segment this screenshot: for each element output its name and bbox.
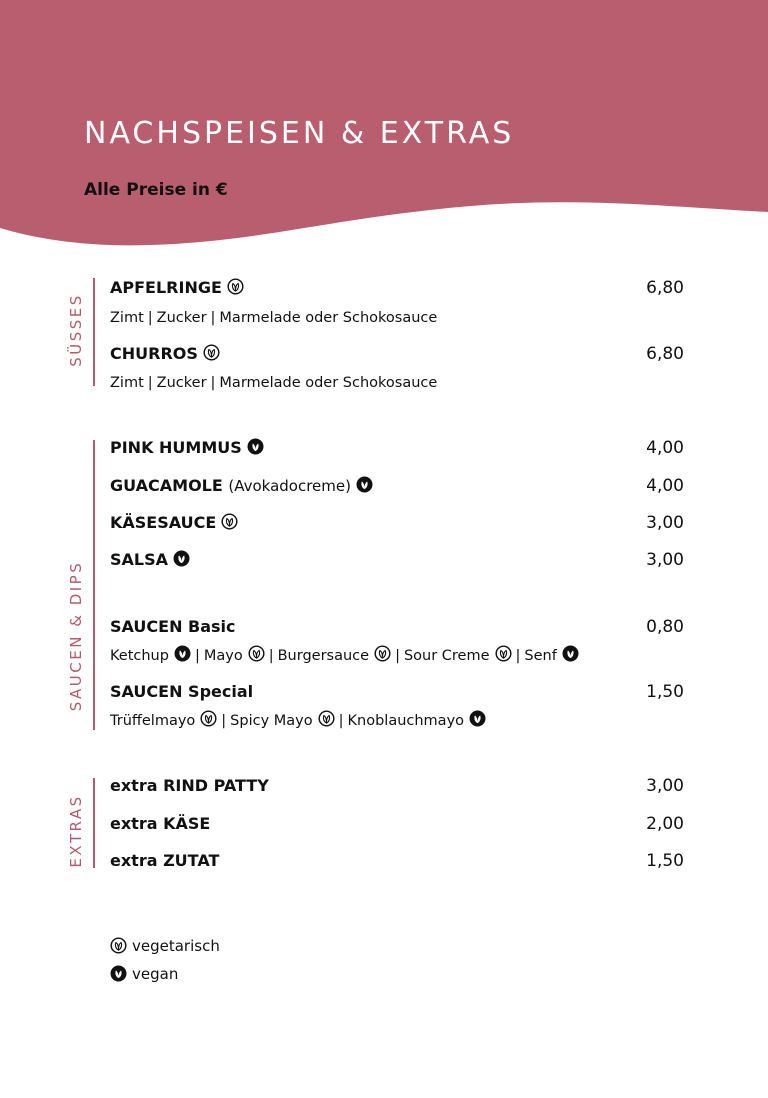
sauce-option: Burgersauce xyxy=(277,648,370,664)
item-description: Zimt | Zucker | Marmelade oder Schokosauce xyxy=(110,375,438,391)
vegetarian-icon xyxy=(200,710,217,727)
sauce-option: Mayo xyxy=(203,648,243,664)
item-price: 4,00 xyxy=(646,438,684,458)
section-suesses xyxy=(0,276,768,396)
item-note: (Avokadocreme) xyxy=(228,477,351,495)
section-label-saucen-dips: SAUCEN & DIPS xyxy=(67,560,85,712)
menu-item-extra-zutat xyxy=(110,849,684,875)
item-price: 3,00 xyxy=(646,513,684,533)
item-name: extra KÄSE xyxy=(110,814,211,833)
item-price: 2,00 xyxy=(646,814,684,834)
menu-item-saucen-basic xyxy=(110,615,684,641)
vegetarian-icon xyxy=(227,278,244,295)
item-name: PINK HUMMUS xyxy=(110,438,242,457)
sauce-option: Sour Creme xyxy=(403,648,490,664)
sauce-option: Trüffelmayo xyxy=(110,713,196,729)
legend-vegan xyxy=(110,964,178,984)
item-name: SAUCEN Basic xyxy=(110,617,236,636)
sauce-option: Spicy Mayo xyxy=(230,713,313,729)
sauce-option: Senf xyxy=(524,648,557,664)
item-name: CHURROS xyxy=(110,344,198,363)
menu-item-extra-kaese xyxy=(110,812,684,838)
vegetarian-icon xyxy=(203,344,220,361)
menu-item-extra-rind-patty xyxy=(110,774,684,800)
menu-item-salsa xyxy=(110,548,684,574)
section-label-extras: EXTRAS xyxy=(67,794,85,868)
item-price: 3,00 xyxy=(646,550,684,570)
page-title: NACHSPEISEN & EXTRAS xyxy=(84,116,515,151)
menu-item-saucen-special xyxy=(110,680,684,706)
item-name: extra ZUTAT xyxy=(110,851,220,870)
vegan-icon xyxy=(356,476,373,493)
item-name: GUACAMOLE xyxy=(110,476,223,495)
vegan-icon xyxy=(173,550,190,567)
vegan-icon xyxy=(247,438,264,455)
item-name: APFELRINGE xyxy=(110,278,222,297)
menu-item-churros xyxy=(110,342,684,368)
vegetarian-icon xyxy=(248,645,265,662)
section-saucen-dips xyxy=(0,434,768,734)
item-price: 1,50 xyxy=(646,851,684,871)
item-name: KÄSESAUCE xyxy=(110,513,217,532)
section-divider-bar xyxy=(93,440,95,730)
menu-item-apfelringe xyxy=(110,276,684,302)
item-description: Zimt | Zucker | Marmelade oder Schokosauce xyxy=(110,310,438,326)
legend-label: vegetarisch xyxy=(132,937,220,955)
item-price: 6,80 xyxy=(646,344,684,364)
vegan-icon xyxy=(174,645,191,662)
item-price: 3,00 xyxy=(646,776,684,796)
menu-item-guacamole xyxy=(110,474,684,500)
menu-item-kaesesauce xyxy=(110,511,684,537)
legend-vegetarian xyxy=(110,936,220,956)
vegetarian-icon xyxy=(318,710,335,727)
item-name: extra RIND PATTY xyxy=(110,776,269,795)
sauce-option: Knoblauchmayo xyxy=(347,713,465,729)
section-divider-bar xyxy=(93,278,95,386)
item-name: SALSA xyxy=(110,550,169,569)
vegetarian-icon xyxy=(110,937,127,954)
price-currency-note: Alle Preise in € xyxy=(84,180,228,200)
item-name: SAUCEN Special xyxy=(110,682,254,701)
item-price: 0,80 xyxy=(646,617,684,637)
vegetarian-icon xyxy=(221,513,238,530)
vegan-icon xyxy=(562,645,579,662)
section-label-suesses: SÜSSES xyxy=(67,293,85,367)
vegan-icon xyxy=(469,710,486,727)
vegetarian-icon xyxy=(495,645,512,662)
sauce-options-special: Trüffelmayo | Spicy Mayo | Knoblauchmayo xyxy=(110,710,486,731)
menu-item-pink-hummus xyxy=(110,436,684,462)
sauce-options-basic: Ketchup | Mayo | Burgersauce | Sour Creme | Senf xyxy=(110,645,579,666)
menu-header xyxy=(0,0,768,260)
item-price: 1,50 xyxy=(646,682,684,702)
section-divider-bar xyxy=(93,778,95,868)
sauce-option: Ketchup xyxy=(110,648,169,664)
section-extras xyxy=(0,772,768,872)
item-price: 4,00 xyxy=(646,476,684,496)
legend-label: vegan xyxy=(132,965,179,983)
vegan-icon xyxy=(110,965,127,982)
vegetarian-icon xyxy=(374,645,391,662)
item-price: 6,80 xyxy=(646,278,684,298)
